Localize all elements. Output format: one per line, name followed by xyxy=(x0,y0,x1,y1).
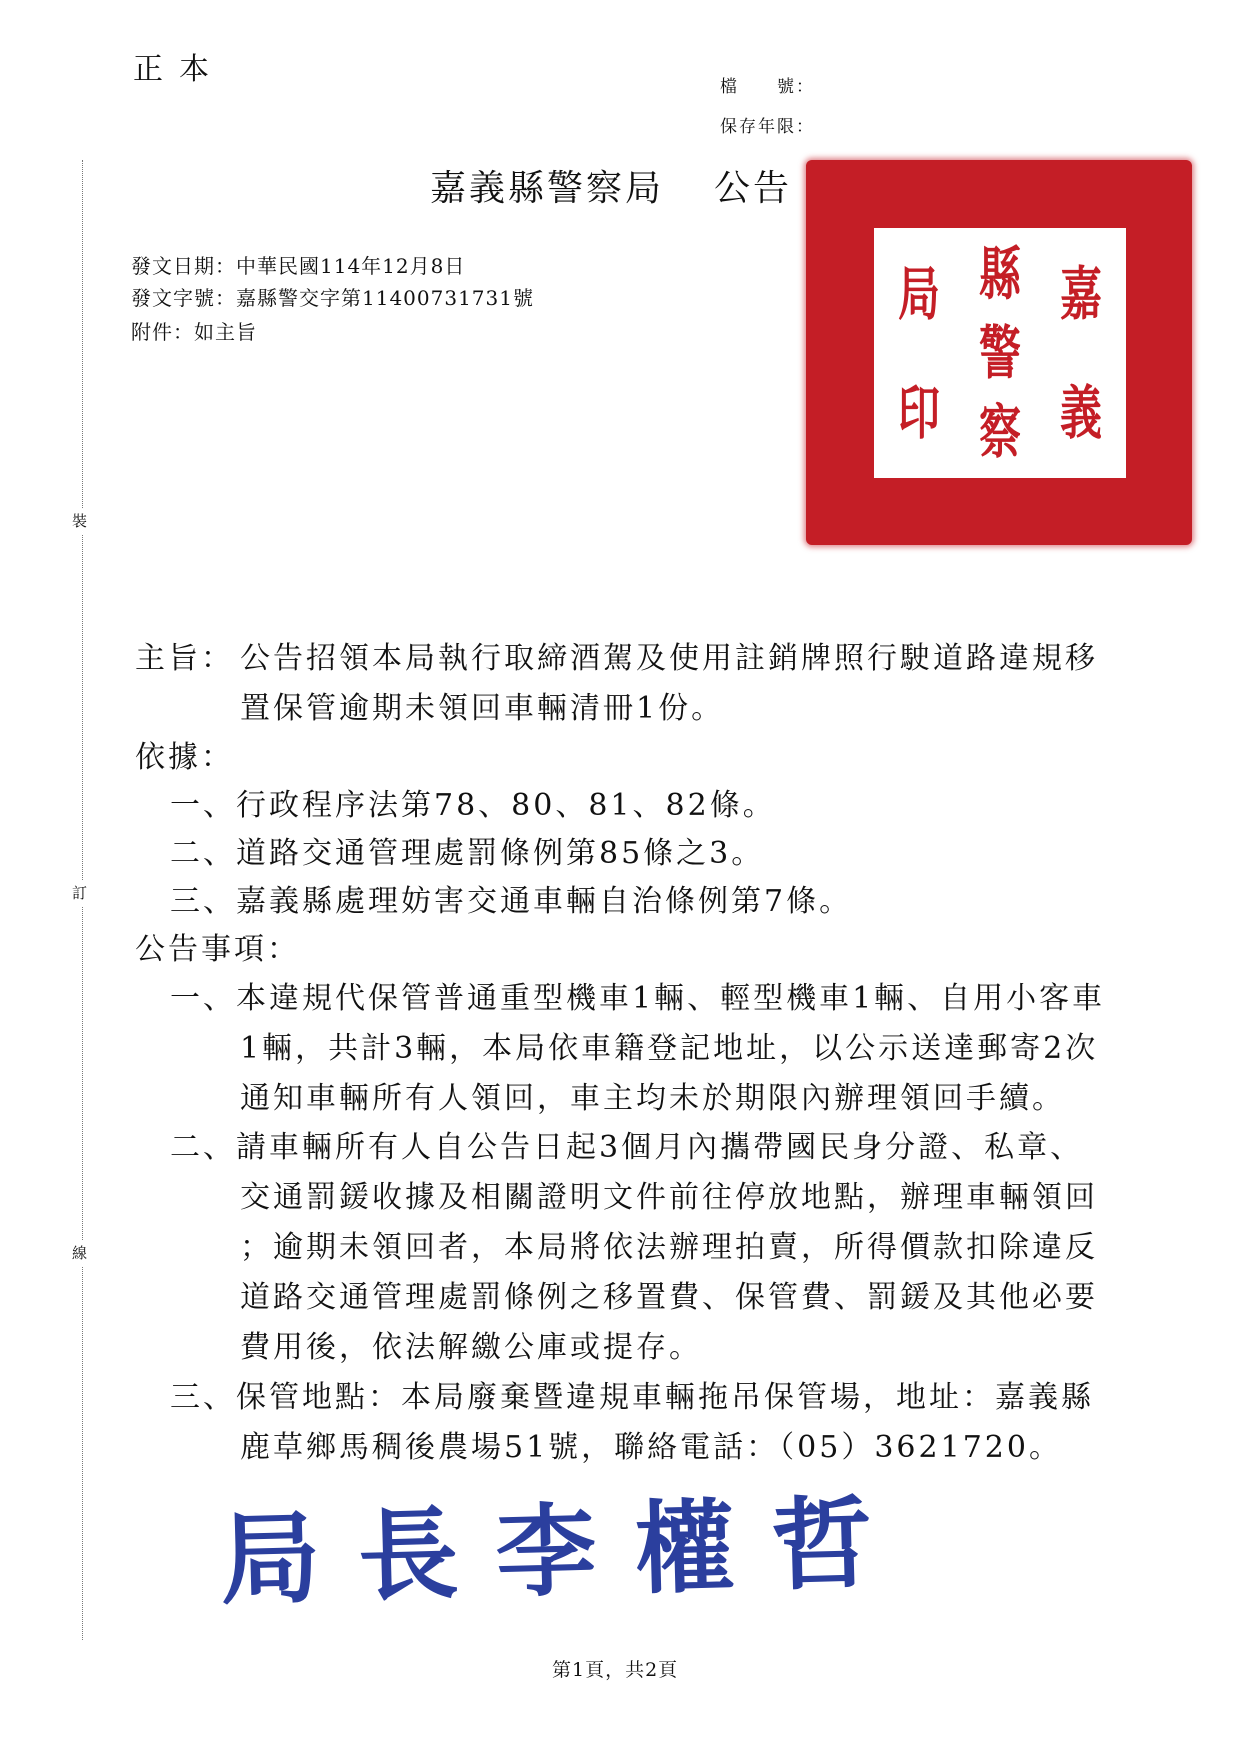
notice-item-1-line-3: 通知車輛所有人領回，車主均未於期限內辦理領回手續。 xyxy=(240,1081,1065,1116)
binding-mark-zhuang: 裝 xyxy=(70,508,89,534)
seal-column-2: 縣 警 察 xyxy=(979,239,1021,467)
notice-label: 公告事項： xyxy=(135,932,300,967)
file-number-label: 檔 號： xyxy=(720,77,815,97)
issue-date: 發文日期：中華民國114年12月8日 xyxy=(131,254,466,278)
document-type: 公告 xyxy=(714,168,793,209)
seal-column-3: 局 印 xyxy=(897,259,940,447)
basis-item-1: 一、行政程序法第78、80、81、82條。 xyxy=(170,788,776,823)
subject-label: 主旨： xyxy=(135,641,234,676)
document-number: 發文字號：嘉縣警交字第11400731731號 xyxy=(131,286,534,310)
notice-item-2-line-2: 交通罰鍰收據及相關證明文件前往停放地點，辦理車輛領回 xyxy=(240,1180,1098,1215)
notice-item-2-line-5: 費用後，依法解繳公庫或提存。 xyxy=(240,1330,702,1365)
official-seal xyxy=(806,160,1192,545)
director-signature: 局長李權哲 xyxy=(218,1483,912,1619)
notice-item-2-line-4: 道路交通管理處罰條例之移置費、保管費、罰鍰及其他必要 xyxy=(240,1280,1098,1315)
basis-label: 依據： xyxy=(135,740,234,775)
notice-item-1-line-2: 1輛，共計3輛，本局依車籍登記地址，以公示送達郵寄2次 xyxy=(240,1031,1099,1066)
binding-mark-xian: 線 xyxy=(70,1240,89,1266)
copy-label: 正本 xyxy=(133,52,225,87)
document-title xyxy=(430,160,792,211)
basis-item-3: 三、嘉義縣處理妨害交通車輛自治條例第7條。 xyxy=(170,884,853,919)
page-number: 第1頁，共2頁 xyxy=(552,1659,679,1681)
seal-column-1: 嘉 義 xyxy=(1060,259,1103,447)
retention-period-label: 保存年限： xyxy=(720,117,815,137)
agency-name: 嘉義縣警察局 xyxy=(430,168,665,209)
notice-item-2-line-3: ；逾期未領回者，本局將依法辦理拍賣，所得價款扣除違反 xyxy=(240,1230,1098,1265)
notice-item-2-line-1: 二、請車輛所有人自公告日起3個月內攜帶國民身分證、私章、 xyxy=(170,1130,1084,1165)
subject-line-1: 公告招領本局執行取締酒駕及使用註銷牌照行駛道路違規移 xyxy=(240,641,1098,676)
attachment-note: 附件：如主旨 xyxy=(131,320,257,344)
notice-item-3-line-1: 三、保管地點：本局廢棄暨違規車輛拖吊保管場，地址：嘉義縣 xyxy=(170,1380,1094,1415)
subject-line-2: 置保管逾期未領回車輛清冊1份。 xyxy=(240,691,725,726)
seal-inner-frame xyxy=(871,225,1129,481)
notice-item-1-line-1: 一、本違規代保管普通重型機車1輛、輕型機車1輛、自用小客車 xyxy=(170,981,1106,1016)
binding-mark-ding: 訂 xyxy=(70,880,89,906)
notice-item-3-line-2: 鹿草鄉馬稠後農場51號，聯絡電話：（05）3621720。 xyxy=(240,1430,1062,1465)
basis-item-2: 二、道路交通管理處罰條例第85條之3。 xyxy=(170,836,765,871)
